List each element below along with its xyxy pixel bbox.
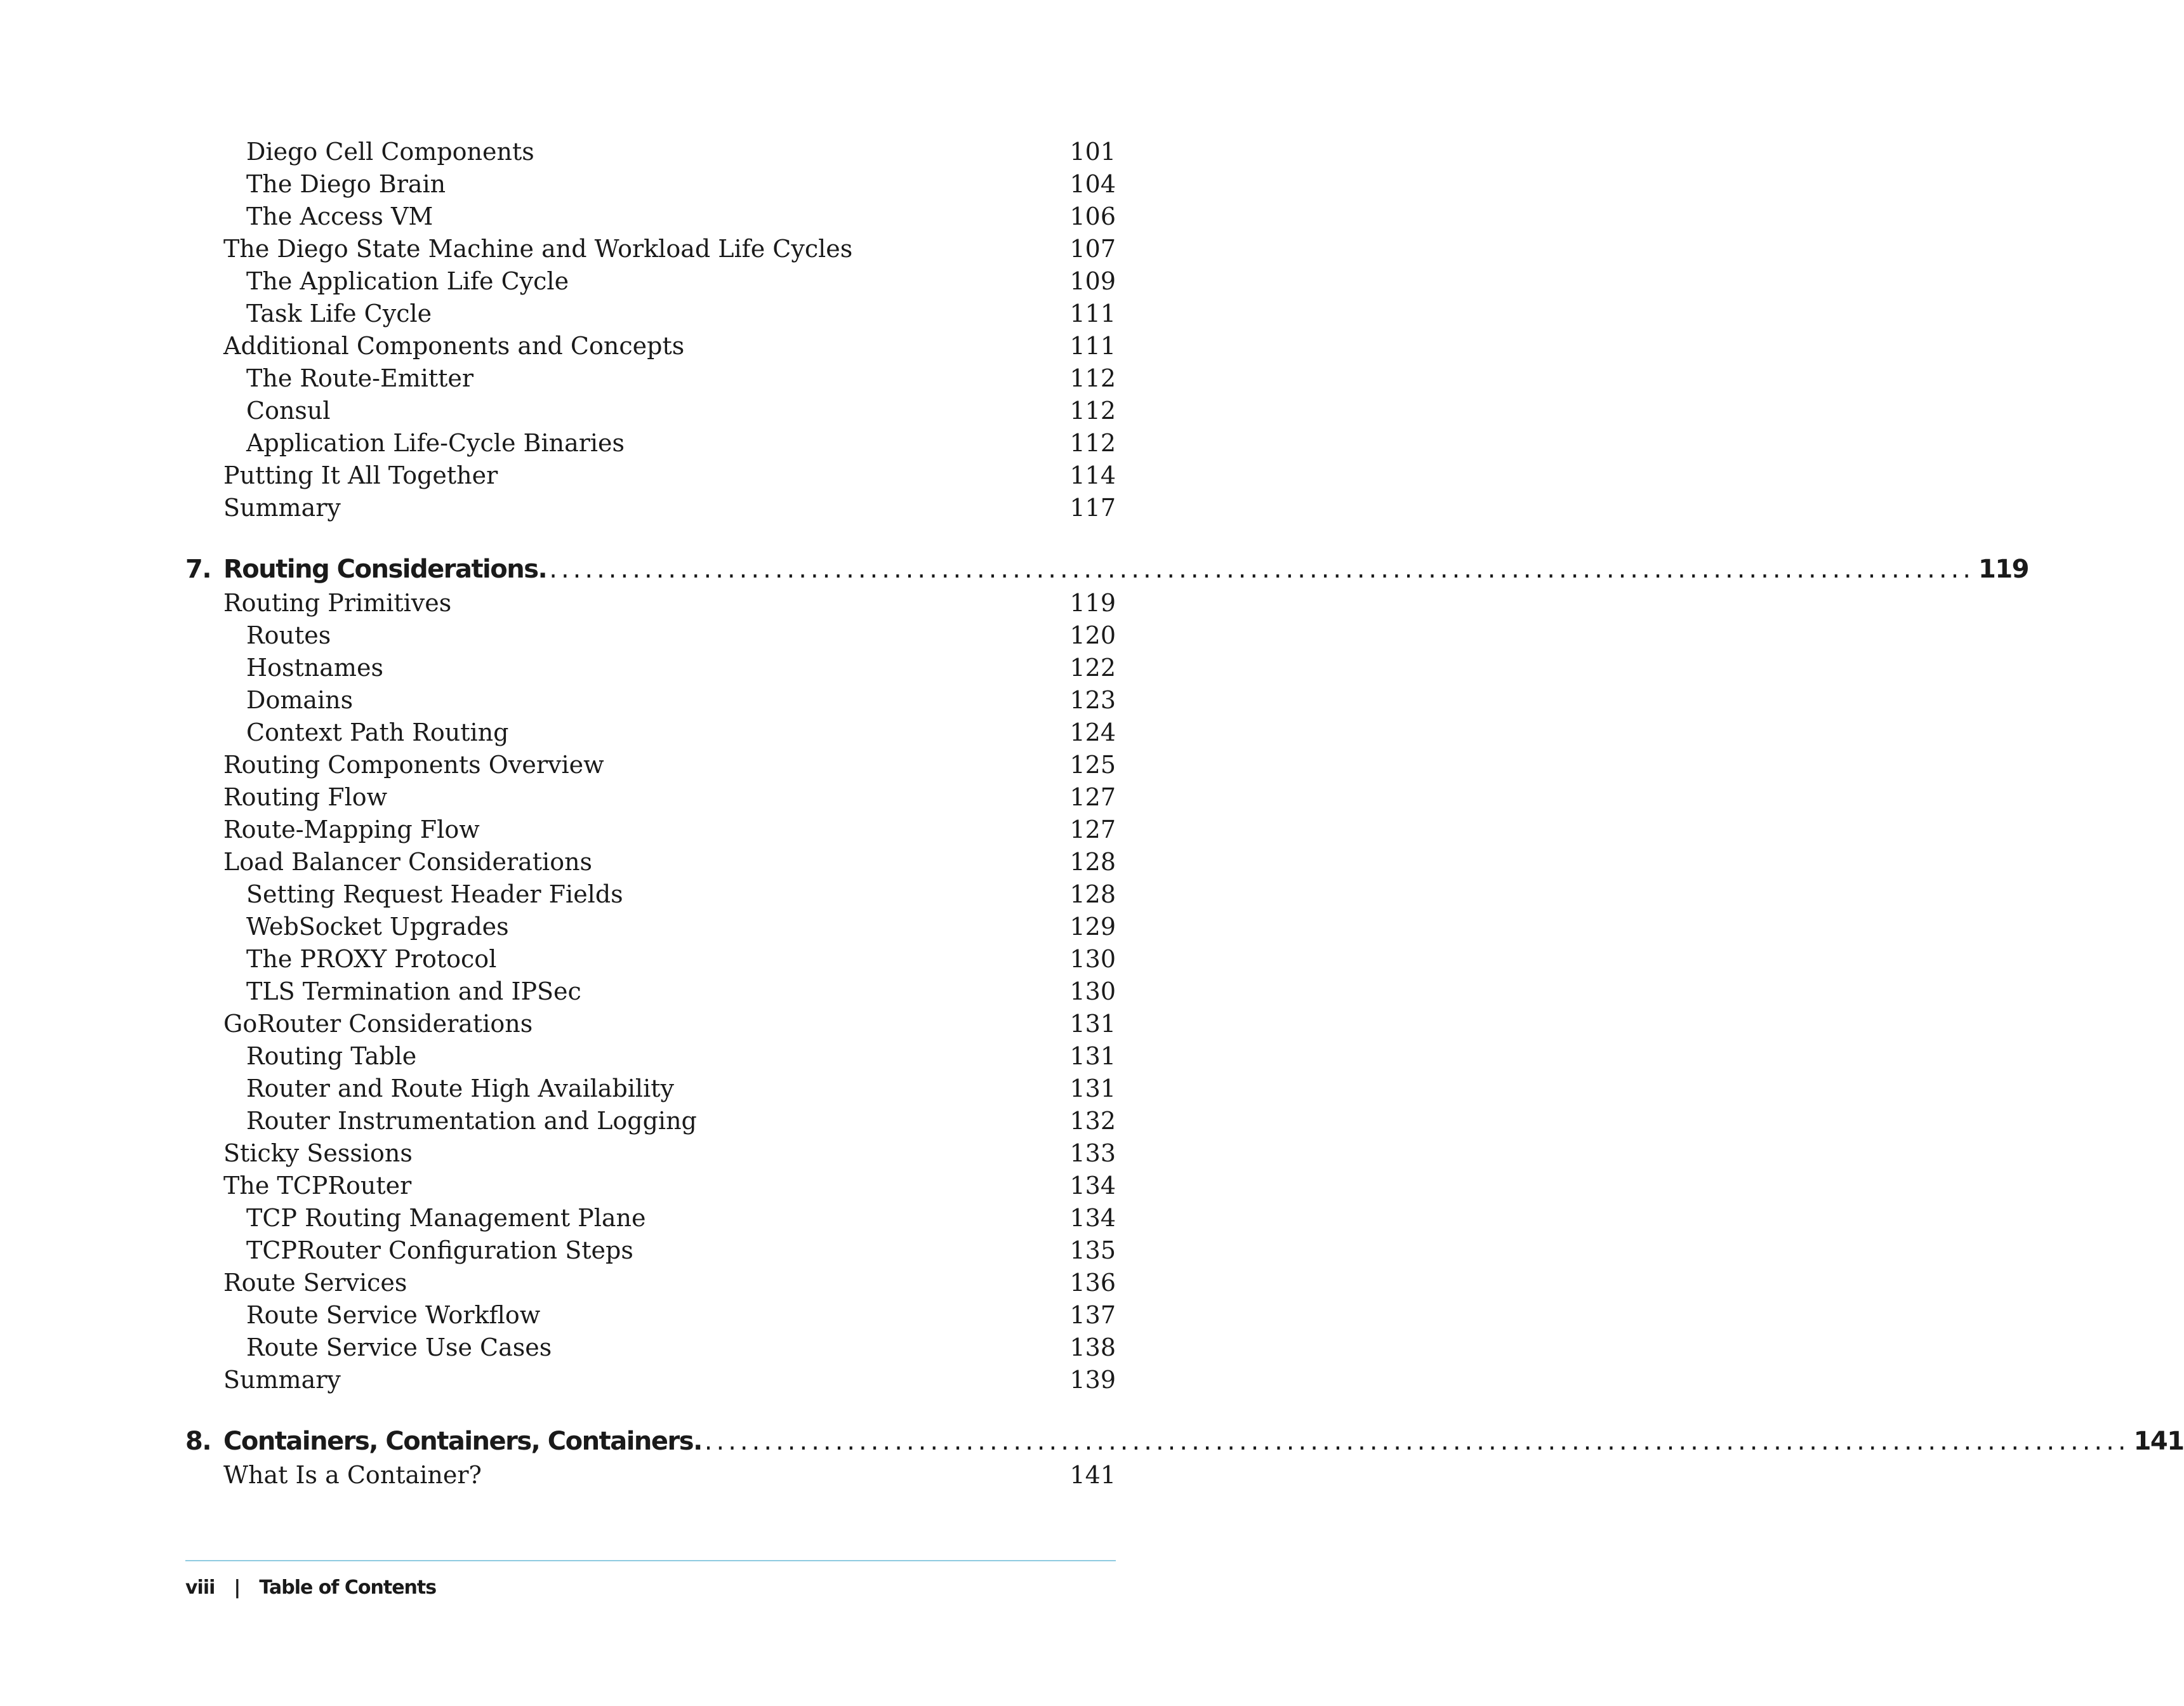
entry-title: Domains — [246, 686, 354, 714]
entry-title: Setting Request Header Fields — [246, 880, 623, 908]
chapter-number: 7. — [185, 555, 211, 584]
entry-title: Summary — [223, 1366, 341, 1394]
toc-subsection-entry[interactable] — [185, 619, 1116, 652]
entry-title: WebSocket Upgrades — [246, 913, 509, 941]
entry-page-number: 138 — [1069, 1333, 1116, 1361]
entry-title: The Diego State Machine and Workload Life Cycles — [223, 235, 853, 263]
entry-title: Route-Mapping Flow — [223, 816, 480, 843]
entry-title: The Route-Emitter — [246, 364, 474, 392]
toc-subsection-entry[interactable] — [185, 1299, 1116, 1332]
footer-section-title: Table of Contents — [259, 1577, 437, 1599]
entry-page-number: 131 — [1069, 1042, 1116, 1070]
chapter-page-number: 119 — [1978, 555, 2029, 584]
toc-subsection-entry[interactable] — [185, 362, 1116, 395]
toc-subsection-entry[interactable] — [185, 684, 1116, 717]
entry-page-number: 127 — [1069, 816, 1116, 843]
table-of-contents — [185, 136, 2184, 1491]
entry-title: Route Service Use Cases — [246, 1333, 552, 1361]
toc-subsection-entry[interactable] — [185, 1105, 1116, 1137]
entry-title: The Application Life Cycle — [246, 267, 569, 295]
toc-subsection-entry[interactable] — [185, 878, 1116, 911]
toc-section-entry[interactable] — [185, 781, 1116, 814]
entry-title: Routing Components Overview — [223, 751, 604, 779]
entry-page-number: 120 — [1069, 621, 1116, 649]
entry-page-number: 127 — [1069, 783, 1116, 811]
toc-subsection-entry[interactable] — [185, 1202, 1116, 1234]
toc-subsection-entry[interactable] — [185, 1332, 1116, 1364]
entry-title: The PROXY Protocol — [246, 945, 497, 973]
entry-page-number: 119 — [1069, 589, 1116, 617]
entry-page-number: 139 — [1069, 1366, 1116, 1394]
entry-page-number: 114 — [1069, 461, 1116, 489]
toc-chapter-entry[interactable] — [185, 552, 2029, 587]
entry-page-number: 131 — [1069, 1010, 1116, 1038]
entry-title: Summary — [223, 494, 341, 522]
entry-title: Routing Table — [246, 1042, 417, 1070]
footer-divider — [185, 1560, 1116, 1561]
toc-section-entry[interactable] — [185, 749, 1116, 781]
toc-subsection-entry[interactable] — [185, 136, 1116, 168]
page-footer — [185, 1575, 436, 1601]
entry-title: Hostnames — [246, 654, 383, 682]
entry-title: The Diego Brain — [246, 170, 446, 198]
toc-section-entry[interactable] — [185, 1170, 1116, 1202]
entry-page-number: 117 — [1069, 494, 1116, 522]
entry-title: TCPRouter Configuration Steps — [246, 1236, 633, 1264]
toc-section-entry[interactable] — [185, 460, 1116, 492]
chapter-title: Routing Considerations. — [223, 555, 547, 584]
entry-title: Consul — [246, 397, 331, 425]
entry-title: Application Life-Cycle Binaries — [246, 429, 625, 457]
entry-page-number: 109 — [1069, 267, 1116, 295]
toc-subsection-entry[interactable] — [185, 201, 1116, 233]
entry-page-number: 104 — [1069, 170, 1116, 198]
chapter-title: Containers, Containers, Containers. — [223, 1427, 702, 1456]
toc-subsection-entry[interactable] — [185, 395, 1116, 427]
entry-title: The TCPRouter — [223, 1172, 412, 1200]
toc-subsection-entry[interactable] — [185, 975, 1116, 1008]
toc-subsection-entry[interactable] — [185, 911, 1116, 943]
entry-page-number: 136 — [1069, 1269, 1116, 1297]
entry-title: TLS Termination and IPSec — [246, 977, 581, 1005]
entry-page-number: 124 — [1069, 718, 1116, 746]
entry-title: GoRouter Considerations — [223, 1010, 533, 1038]
entry-title: Additional Components and Concepts — [223, 332, 685, 360]
entry-title: Diego Cell Components — [246, 138, 534, 166]
entry-page-number: 122 — [1069, 654, 1116, 682]
toc-section-entry[interactable] — [185, 1364, 1116, 1396]
toc-section-entry[interactable] — [185, 814, 1116, 846]
footer-separator: | — [234, 1577, 241, 1599]
entry-page-number: 130 — [1069, 977, 1116, 1005]
toc-subsection-entry[interactable] — [185, 1040, 1116, 1073]
entry-page-number: 112 — [1069, 364, 1116, 392]
toc-subsection-entry[interactable] — [185, 652, 1116, 684]
entry-title: Context Path Routing — [246, 718, 509, 746]
entry-page-number: 132 — [1069, 1107, 1116, 1135]
entry-title: TCP Routing Management Plane — [246, 1204, 646, 1232]
toc-subsection-entry[interactable] — [185, 943, 1116, 975]
toc-chapter-entry[interactable] — [185, 1424, 2184, 1459]
toc-subsection-entry[interactable] — [185, 717, 1116, 749]
toc-subsection-entry[interactable] — [185, 1073, 1116, 1105]
entry-title: Router and Route High Availability — [246, 1075, 674, 1102]
entry-page-number: 111 — [1069, 332, 1116, 360]
entry-title: Routing Flow — [223, 783, 388, 811]
entry-title: Task Life Cycle — [246, 300, 432, 327]
entry-page-number: 128 — [1069, 848, 1116, 876]
toc-subsection-entry[interactable] — [185, 298, 1116, 330]
entry-page-number: 125 — [1069, 751, 1116, 779]
entry-page-number: 128 — [1069, 880, 1116, 908]
dot-leader: ........................................................................................................................ — [549, 555, 1975, 584]
entry-title: Sticky Sessions — [223, 1139, 413, 1167]
toc-section-entry[interactable] — [185, 330, 1116, 362]
entry-title: Router Instrumentation and Logging — [246, 1107, 697, 1135]
entry-page-number: 141 — [1069, 1461, 1116, 1489]
toc-section-entry[interactable] — [185, 1137, 1116, 1170]
dot-leader: ........................................................................................................................ — [704, 1427, 2130, 1456]
entry-page-number: 133 — [1069, 1139, 1116, 1167]
entry-page-number: 112 — [1069, 397, 1116, 425]
entry-title: Route Services — [223, 1269, 407, 1297]
toc-subsection-entry[interactable] — [185, 427, 1116, 460]
entry-title: The Access VM — [246, 202, 433, 230]
toc-section-entry[interactable] — [185, 1459, 1116, 1491]
toc-subsection-entry[interactable] — [185, 265, 1116, 298]
entry-page-number: 106 — [1069, 202, 1116, 230]
entry-page-number: 130 — [1069, 945, 1116, 973]
entry-page-number: 101 — [1069, 138, 1116, 166]
entry-page-number: 137 — [1069, 1301, 1116, 1329]
chapter-number: 8. — [185, 1427, 211, 1456]
toc-section-entry[interactable] — [185, 492, 1116, 524]
entry-page-number: 111 — [1069, 300, 1116, 327]
entry-title: Routes — [246, 621, 331, 649]
entry-page-number: 123 — [1069, 686, 1116, 714]
entry-title: Route Service Workflow — [246, 1301, 541, 1329]
chapter-page-number: 141 — [2133, 1427, 2184, 1456]
entry-page-number: 107 — [1069, 235, 1116, 263]
footer-page-number: viii — [185, 1577, 215, 1599]
entry-page-number: 112 — [1069, 429, 1116, 457]
entry-page-number: 134 — [1069, 1204, 1116, 1232]
entry-page-number: 131 — [1069, 1075, 1116, 1102]
entry-title: Putting It All Together — [223, 461, 498, 489]
toc-section-entry[interactable] — [185, 233, 1116, 265]
entry-page-number: 134 — [1069, 1172, 1116, 1200]
entry-title: Load Balancer Considerations — [223, 848, 593, 876]
toc-section-entry[interactable] — [185, 1008, 1116, 1040]
entry-page-number: 135 — [1069, 1236, 1116, 1264]
toc-subsection-entry[interactable] — [185, 1234, 1116, 1267]
entry-title: What Is a Container? — [223, 1461, 482, 1489]
toc-subsection-entry[interactable] — [185, 168, 1116, 201]
toc-section-entry[interactable] — [185, 1267, 1116, 1299]
entry-title: Routing Primitives — [223, 589, 452, 617]
toc-section-entry[interactable] — [185, 846, 1116, 878]
entry-page-number: 129 — [1069, 913, 1116, 941]
toc-section-entry[interactable] — [185, 587, 1116, 619]
